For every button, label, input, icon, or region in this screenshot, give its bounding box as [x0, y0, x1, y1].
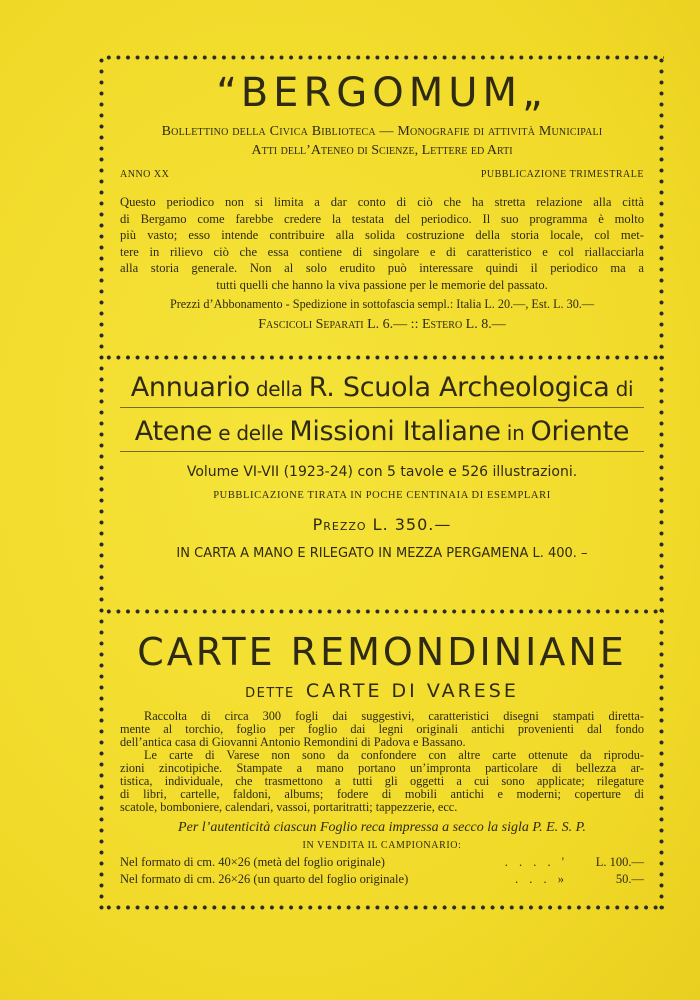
carte-sale-heading: IN VENDITA IL CAMPIONARIO: [302, 840, 462, 851]
text-line: tistica, individuale, che trasmettono a tutti gli oggetti a cui sono applicate; rilegature [120, 774, 644, 788]
annuario-price: Prezzo L. 350.— [312, 515, 452, 534]
annuario-special-edition: IN CARTA A MANO E RILEGATO IN MEZZA PERGAMENA L. 400. – [176, 546, 588, 561]
text-line: scatole, bomboniere, calendari, vassoi, portaritratti; tappezzerie, ecc. [120, 800, 458, 814]
title-run: Atene [134, 416, 213, 447]
title-run: della [249, 377, 309, 401]
bergomum-section [120, 70, 644, 333]
bergomum-year: ANNO XX [120, 169, 170, 180]
carte-title: CARTE REMONDINIANE [137, 630, 627, 674]
format-description: Nel formato di cm. 26×26 (un quarto del foglio originale) [120, 872, 409, 886]
format-leader-dots: . . . » [515, 872, 568, 886]
bergomum-fascicoli: Fascicoli Separati L. 6.— :: Estero L. 8.— [258, 317, 506, 332]
annuario-edition: PUBBLICAZIONE TIRATA IN POCHE CENTINAIA DI ESEMPLARI [213, 490, 551, 501]
text-line: di Bergamo come farebbe credere la testata del periodico. Il suo programma è molto [120, 211, 644, 226]
title-run: di [609, 377, 634, 401]
title-run: in [500, 421, 531, 445]
title-run: Oriente [530, 416, 630, 447]
text-line: tutti quelli che hanno la viva passione per le memorie del passato. [216, 277, 548, 292]
title-run: e delle [212, 421, 290, 445]
text-line: di libri, cartelle, faldoni, albums; fodere di mobili antichi e moderni; coperture di [120, 787, 644, 801]
bergomum-description [120, 194, 644, 293]
text-line: Raccolta di circa 300 fogli dai suggestivi, caratteristici disegni stampati diretta- [144, 709, 644, 723]
carte-paragraph-2 [120, 749, 644, 814]
text-line: alla storia generale. Non al solo erudito può interessare quindi il periodico ma a [120, 261, 644, 275]
bergomum-subtitle-1: Bollettino della Civica Biblioteca — Monografie di attività Municipali [161, 124, 603, 139]
divider-dotted-1 [104, 355, 664, 360]
annuario-section [120, 372, 644, 561]
text-line: dell’antica casa di Giovanni Antonio Remondini di Padova e Bassano. [120, 735, 466, 749]
carte-formats-list [120, 854, 644, 888]
left-dotted-border [99, 55, 104, 910]
text-line: Questo periodico non si limita a dar conto di ciò che ha stretta relazione alla città [120, 195, 644, 209]
text-line: mente al torchio, foglio per foglio dai legni originali antichi provenienti dal fondo [120, 722, 644, 736]
right-dotted-border [659, 55, 664, 910]
text-line: più vasto; esso intende contribuire alla solida costruzione della storia locale, col met- [120, 228, 644, 242]
divider-dotted-2 [104, 609, 664, 614]
format-description: Nel formato di cm. 40×26 (metà del foglio originale) [120, 855, 385, 869]
title-run: Missioni Italiane [289, 416, 501, 447]
title-run: R. Scuola Archeologica [308, 372, 610, 403]
title-run: Annuario [130, 372, 250, 403]
bergomum-title: “BERGOMUM„ [216, 70, 548, 116]
annuario-title-line-2 [120, 408, 644, 452]
top-dotted-border [104, 55, 664, 60]
annuario-title-line-1 [120, 372, 644, 408]
carte-subtitle-pre: DETTE [245, 686, 295, 701]
bergomum-subtitle-2: Atti dell’Ateneo di Scienze, Lettere ed Arti [251, 143, 513, 158]
format-price: L. 100.— [595, 855, 644, 869]
bottom-dotted-border [104, 905, 664, 910]
bergomum-frequency: PUBBLICAZIONE TRIMESTRALE [480, 169, 644, 180]
carte-subtitle: CARTE DI VARESE [305, 680, 519, 702]
carte-section [120, 630, 644, 888]
format-price: 50.— [615, 872, 644, 886]
carte-authenticity: Per l’autenticità ciascun Foglio reca impressa a secco la sigla P. E. S. P. [178, 820, 586, 835]
format-row [120, 871, 644, 888]
format-row [120, 854, 644, 871]
format-leader-dots: . . . . ' [504, 855, 568, 869]
annuario-volume: Volume VI-VII (1923-24) con 5 tavole e 526 illustrazioni. [186, 464, 578, 480]
text-line: zioni zincotipiche. Stampate a mano portano un’impronta particolare di bellezza ar- [120, 761, 644, 775]
text-line: tere in rilievo ciò che essa contiene di singolare e di caratteristico e col riallacciarla [120, 244, 644, 259]
bergomum-prices: Prezzi d’Abbonamento - Spedizione in sottofascia sempl.: Italia L. 20.—, Est. L. 30.— [169, 297, 595, 311]
text-line: Le carte di Varese non sono da confondere con altre carte ottenute da riprodu- [144, 748, 644, 762]
carte-paragraph-1 [120, 710, 644, 749]
